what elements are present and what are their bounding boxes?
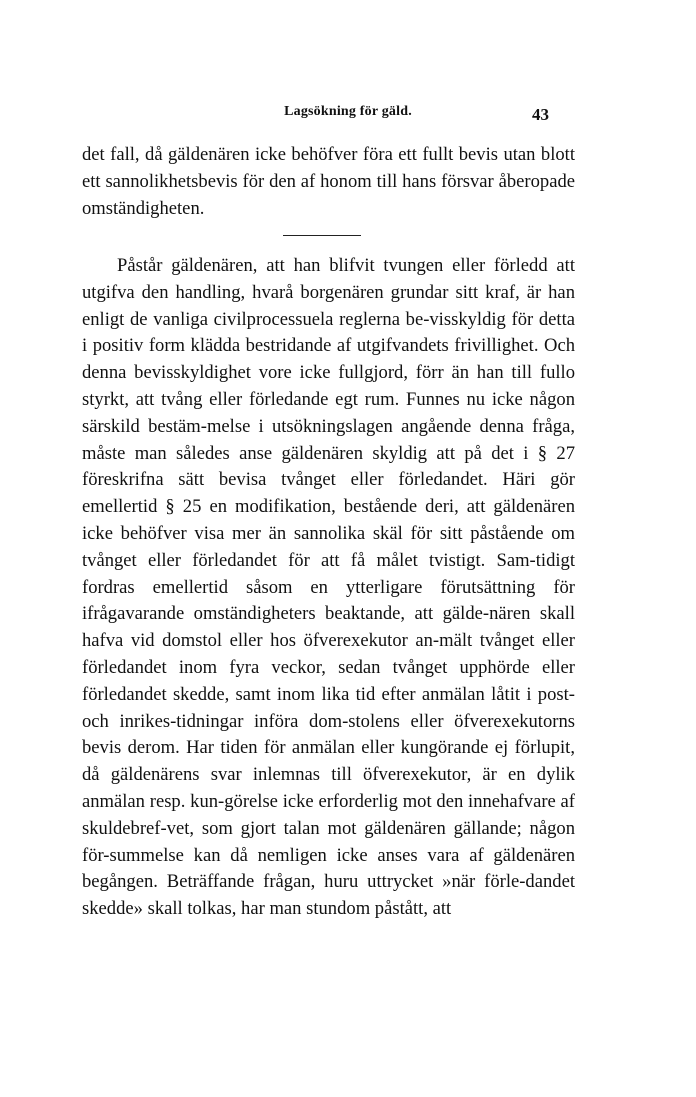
section-divider <box>283 235 361 236</box>
page-header <box>0 104 696 128</box>
running-title: Lagsökning för gäld. <box>284 104 412 119</box>
paragraph-2 <box>82 253 575 923</box>
page-number: 43 <box>532 105 549 124</box>
paragraph-2-text: Påstår gäldenären, att han blifvit tvungen eller förledd att utgifva den handling, hvarå borgenären grundar sitt kraf, är han enligt de vanliga civilprocessuela reglerna be-visskyldig för detta i positiv form klädda bestridande af utgifvandets frivillighet. Och denna bevisskyldighet vore icke fullgjord, förr än han till fullo styrkt, att tvång eller förledande egt rum. Funnes nu icke någon särskild bestäm-melse i utsökningslagen angående denna fråga, måste man således anse gäldenären skyldig att på det i § 27 föreskrifna sätt bevisa tvånget eller förledandet. Häri gör emellertid § 25 en modifikation, bestående deri, att gäldenären icke behöfver visa mer än sannolika skäl för sitt påstående om tvånget eller förledandet för att få målet tvistigt. Sam-tidigt fordras emellertid såsom en ytterligare förutsättning för ifrågavarande omständigheters beaktande, att gälde-nären skall hafva vid domstol eller hos öfverexekutor an-mält tvånget eller förledandet inom fyra veckor, sedan tvånget upphörde eller förledandet skedde, samt inom lika tid efter anmälan låtit i post- och inrikes-tidningar införa dom-stolens eller öfverexekutorns bevis derom. Har tiden för anmälan eller kungörande ej förlupit, då gäldenärens svar inlemnas till öfverexekutor, är en dylik anmälan resp. kun-görelse icke erforderlig mot den innehafvare af skuldebref-vet, som gjort talan mot gäldenären gällande; någon för-summelse kan då nemligen icke anses vara af gäldenären begången. Beträffande frågan, huru uttrycket »när förle-dandet skedde» skall tolkas, har man stundom påstått, att <box>82 255 575 920</box>
paragraph-1 <box>82 142 575 222</box>
paragraph-1-text: det fall, då gäldenären icke behöfver föra ett fullt bevis utan blott ett sannolikhetsbevis för den af honom till hans försvar åberopade omständigheten. <box>82 144 575 219</box>
